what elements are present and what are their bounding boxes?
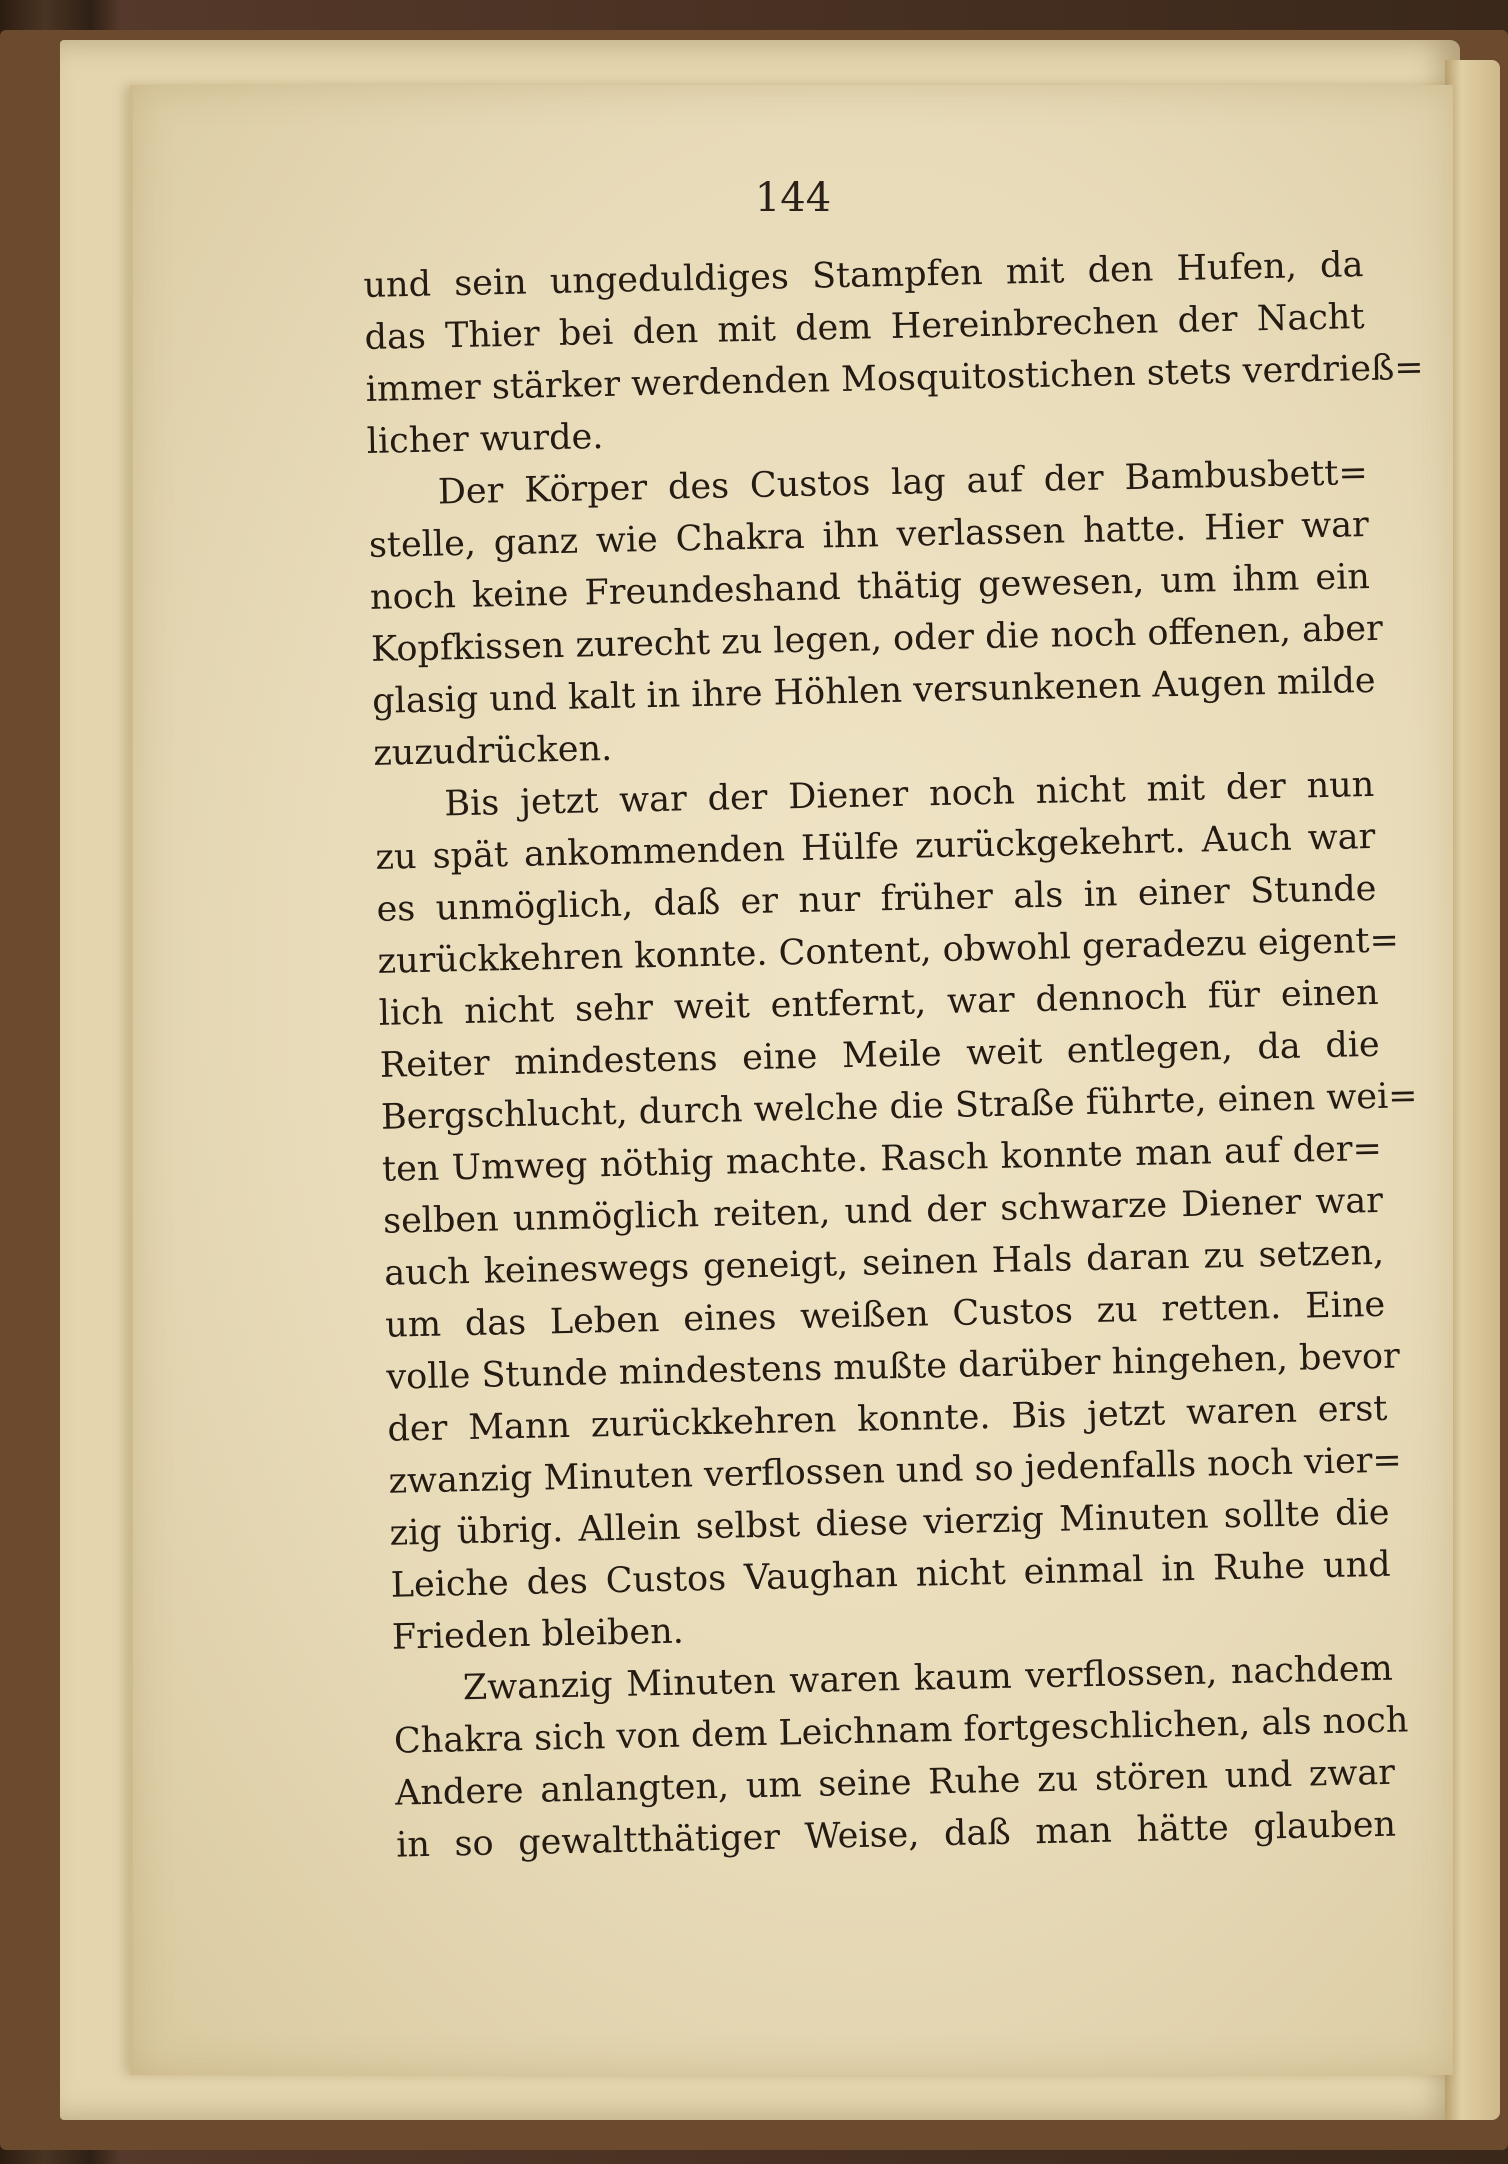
text-line: das Thier bei den mit dem Hereinbrechen der Nacht [364, 297, 1365, 358]
text-line: ten Umweg nöthig machte. Rasch konnte man auf der= [381, 1128, 1383, 1190]
text-line: zwanzig Minuten verflossen und so jedenfalls noch vier= [388, 1440, 1403, 1502]
text-line: Kopfkissen zurecht zu legen, oder die noch offenen, aber [370, 608, 1384, 670]
text-line: zu spät ankommenden Hülfe zurückgekehrt. Auch war [375, 816, 1376, 878]
text-line: der Mann zurückkehren konnte. Bis jetzt waren erst [387, 1388, 1388, 1450]
text-line: Zwanzig Minuten waren kaum verflossen, nachdem [462, 1648, 1394, 1709]
text-line: stelle, ganz wie Chakra ihn verlassen hatte. Hier war [368, 504, 1370, 566]
text-line: selben unmöglich reiten, und der schwarze Diener war [382, 1180, 1384, 1242]
text-line: zurückkehren konnte. Content, obwohl geradezu eigent= [377, 920, 1400, 982]
text-line: Chakra sich von dem Leichnam fortgeschlichen, als noch [393, 1700, 1409, 1762]
text-line: in so gewaltthätiger Weise, daß man hätte glauben [395, 1804, 1397, 1866]
body-text [363, 239, 1425, 1910]
text-line: Frieden bleiben. [391, 1611, 685, 1658]
text-line: immer stärker werdenden Mosquitostichen stets verdrieß= [365, 347, 1425, 410]
page-number: 144 [754, 175, 832, 221]
text-line: noch keine Freundeshand thätig gewesen, um ihm ein [369, 556, 1371, 618]
text-line: Bis jetzt war der Diener noch nicht mit der nun [444, 764, 1375, 825]
text-line: es unmöglich, daß er nur früher als in einer Stunde [376, 868, 1377, 930]
text-line: um das Leben eines weißen Custos zu retten. Eine [384, 1284, 1386, 1346]
text-line: und sein ungeduldiges Stampfen mit den Hufen, da [363, 245, 1364, 306]
text-line: Bergschlucht, durch welche die Straße führte, einen wei= [380, 1076, 1418, 1138]
text-line: glasig und kalt in ihre Höhlen versunkenen Augen milde [371, 660, 1376, 722]
text-line: licher wurde. [366, 417, 604, 462]
text-line: zuzudrücken. [372, 728, 613, 774]
text-line: Andere anlangten, um seine Ruhe zu stören und zwar [394, 1752, 1396, 1814]
text-line: auch keineswegs geneigt, seinen Hals daran zu setzen, [383, 1232, 1385, 1294]
facing-page-edge [1445, 60, 1500, 2120]
text-line: Reiter mindestens eine Meile weit entlegen, da die [379, 1024, 1381, 1086]
text-line: zig übrig. Allein selbst diese vierzig Minuten sollte die [389, 1492, 1390, 1554]
text-line: Leiche des Custos Vaughan nicht einmal in Ruhe und [390, 1544, 1391, 1606]
book-page [130, 85, 1453, 2075]
text-line: Der Körper des Custos lag auf der Bambusbett= [437, 453, 1369, 513]
text-line: lich nicht sehr weit entfernt, war dennoch für einen [378, 972, 1379, 1034]
text-line: volle Stunde mindestens mußte darüber hingehen, bevor [385, 1336, 1401, 1398]
